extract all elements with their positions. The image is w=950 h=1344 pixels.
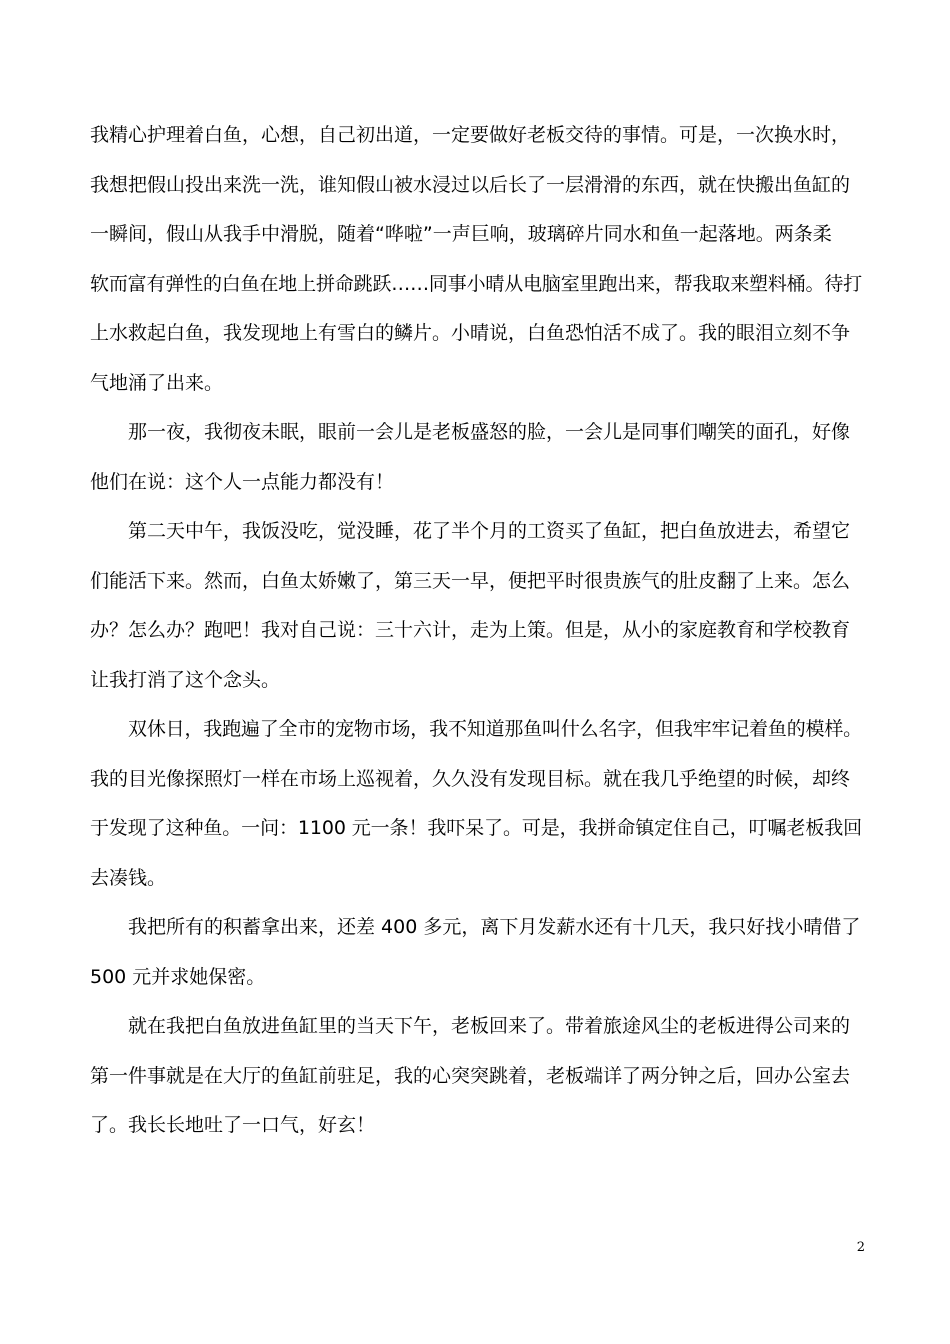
text-line: 我的目光像探照灯一样在市场上巡视着，久久没有发现目标。就在我几乎绝望的时候，却终 xyxy=(90,767,851,790)
text-line: 让我打消了这个念头。 xyxy=(90,668,281,691)
text-line: 第一件事就是在大厅的鱼缸前驻足，我的心突突跳着，老板端详了两分钟之后，回办公室去 xyxy=(90,1064,851,1087)
text-line: 于发现了这种鱼。一问：1100 元一条！我吓呆了。可是，我拼命镇定住自己，叮嘱老板我回 xyxy=(90,817,863,839)
text-line: 500 元并求她保密。 xyxy=(90,965,266,988)
document-body xyxy=(90,111,862,1151)
text-line: 上水救起白鱼，我发现地上有雪白的鳞片。小晴说，白鱼恐怕活不成了。我的眼泪立刻不争 xyxy=(90,322,851,344)
paragraph-first-line: 就在我把白鱼放进鱼缸里的当天下午，老板回来了。带着旅途风尘的老板进得公司来的 xyxy=(128,1015,851,1037)
paragraph-first-line: 双休日，我跑遍了全市的宠物市场，我不知道那鱼叫什么名字，但我牢牢记着鱼的模样。 xyxy=(128,718,862,740)
text-line: 我精心护理着白鱼，心想，自己初出道，一定要做好老板交待的事情。可是，一次换水时， xyxy=(90,124,851,146)
text-line: 他们在说：这个人一点能力都没有！ xyxy=(90,470,395,493)
text-line: 一瞬间，假山从我手中滑脱，随着“哗啦”一声巨响，玻璃碎片同水和鱼一起落地。两条柔 xyxy=(90,223,832,245)
text-line: 去凑钱。 xyxy=(90,866,167,889)
text-line: 软而富有弹性的白鱼在地上拼命跳跃……同事小晴从电脑室里跑出来，帮我取来塑料桶。待打 xyxy=(90,272,862,295)
paragraph-first-line: 第二天中午，我饭没吃，觉没睡，花了半个月的工资买了鱼缸，把白鱼放进去，希望它 xyxy=(128,520,851,542)
text-line: 气地涌了出来。 xyxy=(90,371,224,394)
text-line: 我想把假山投出来洗一洗，谁知假山被水浸过以后长了一层滑滑的东西，就在快搬出鱼缸的 xyxy=(90,173,851,196)
text-line: 办？怎么办？跑吧！我对自己说：三十六计，走为上策。但是，从小的家庭教育和学校教育 xyxy=(90,619,851,641)
page-number: 2 xyxy=(856,1240,865,1255)
paragraph-first-line: 那一夜，我彻夜未眠，眼前一会儿是老板盛怒的脸，一会儿是同事们嘲笑的面孔，好像 xyxy=(128,421,851,443)
text-line: 了。我长长地吐了一口气，好玄！ xyxy=(90,1114,376,1136)
paragraph-first-line: 我把所有的积蓄拿出来，还差 400 多元，离下月发薪水还有十几天，我只好找小晴借了 xyxy=(128,916,861,938)
text-line: 们能活下来。然而，白鱼太娇嫩了，第三天一早，便把平时很贵族气的肚皮翻了上来。怎么 xyxy=(90,569,851,592)
